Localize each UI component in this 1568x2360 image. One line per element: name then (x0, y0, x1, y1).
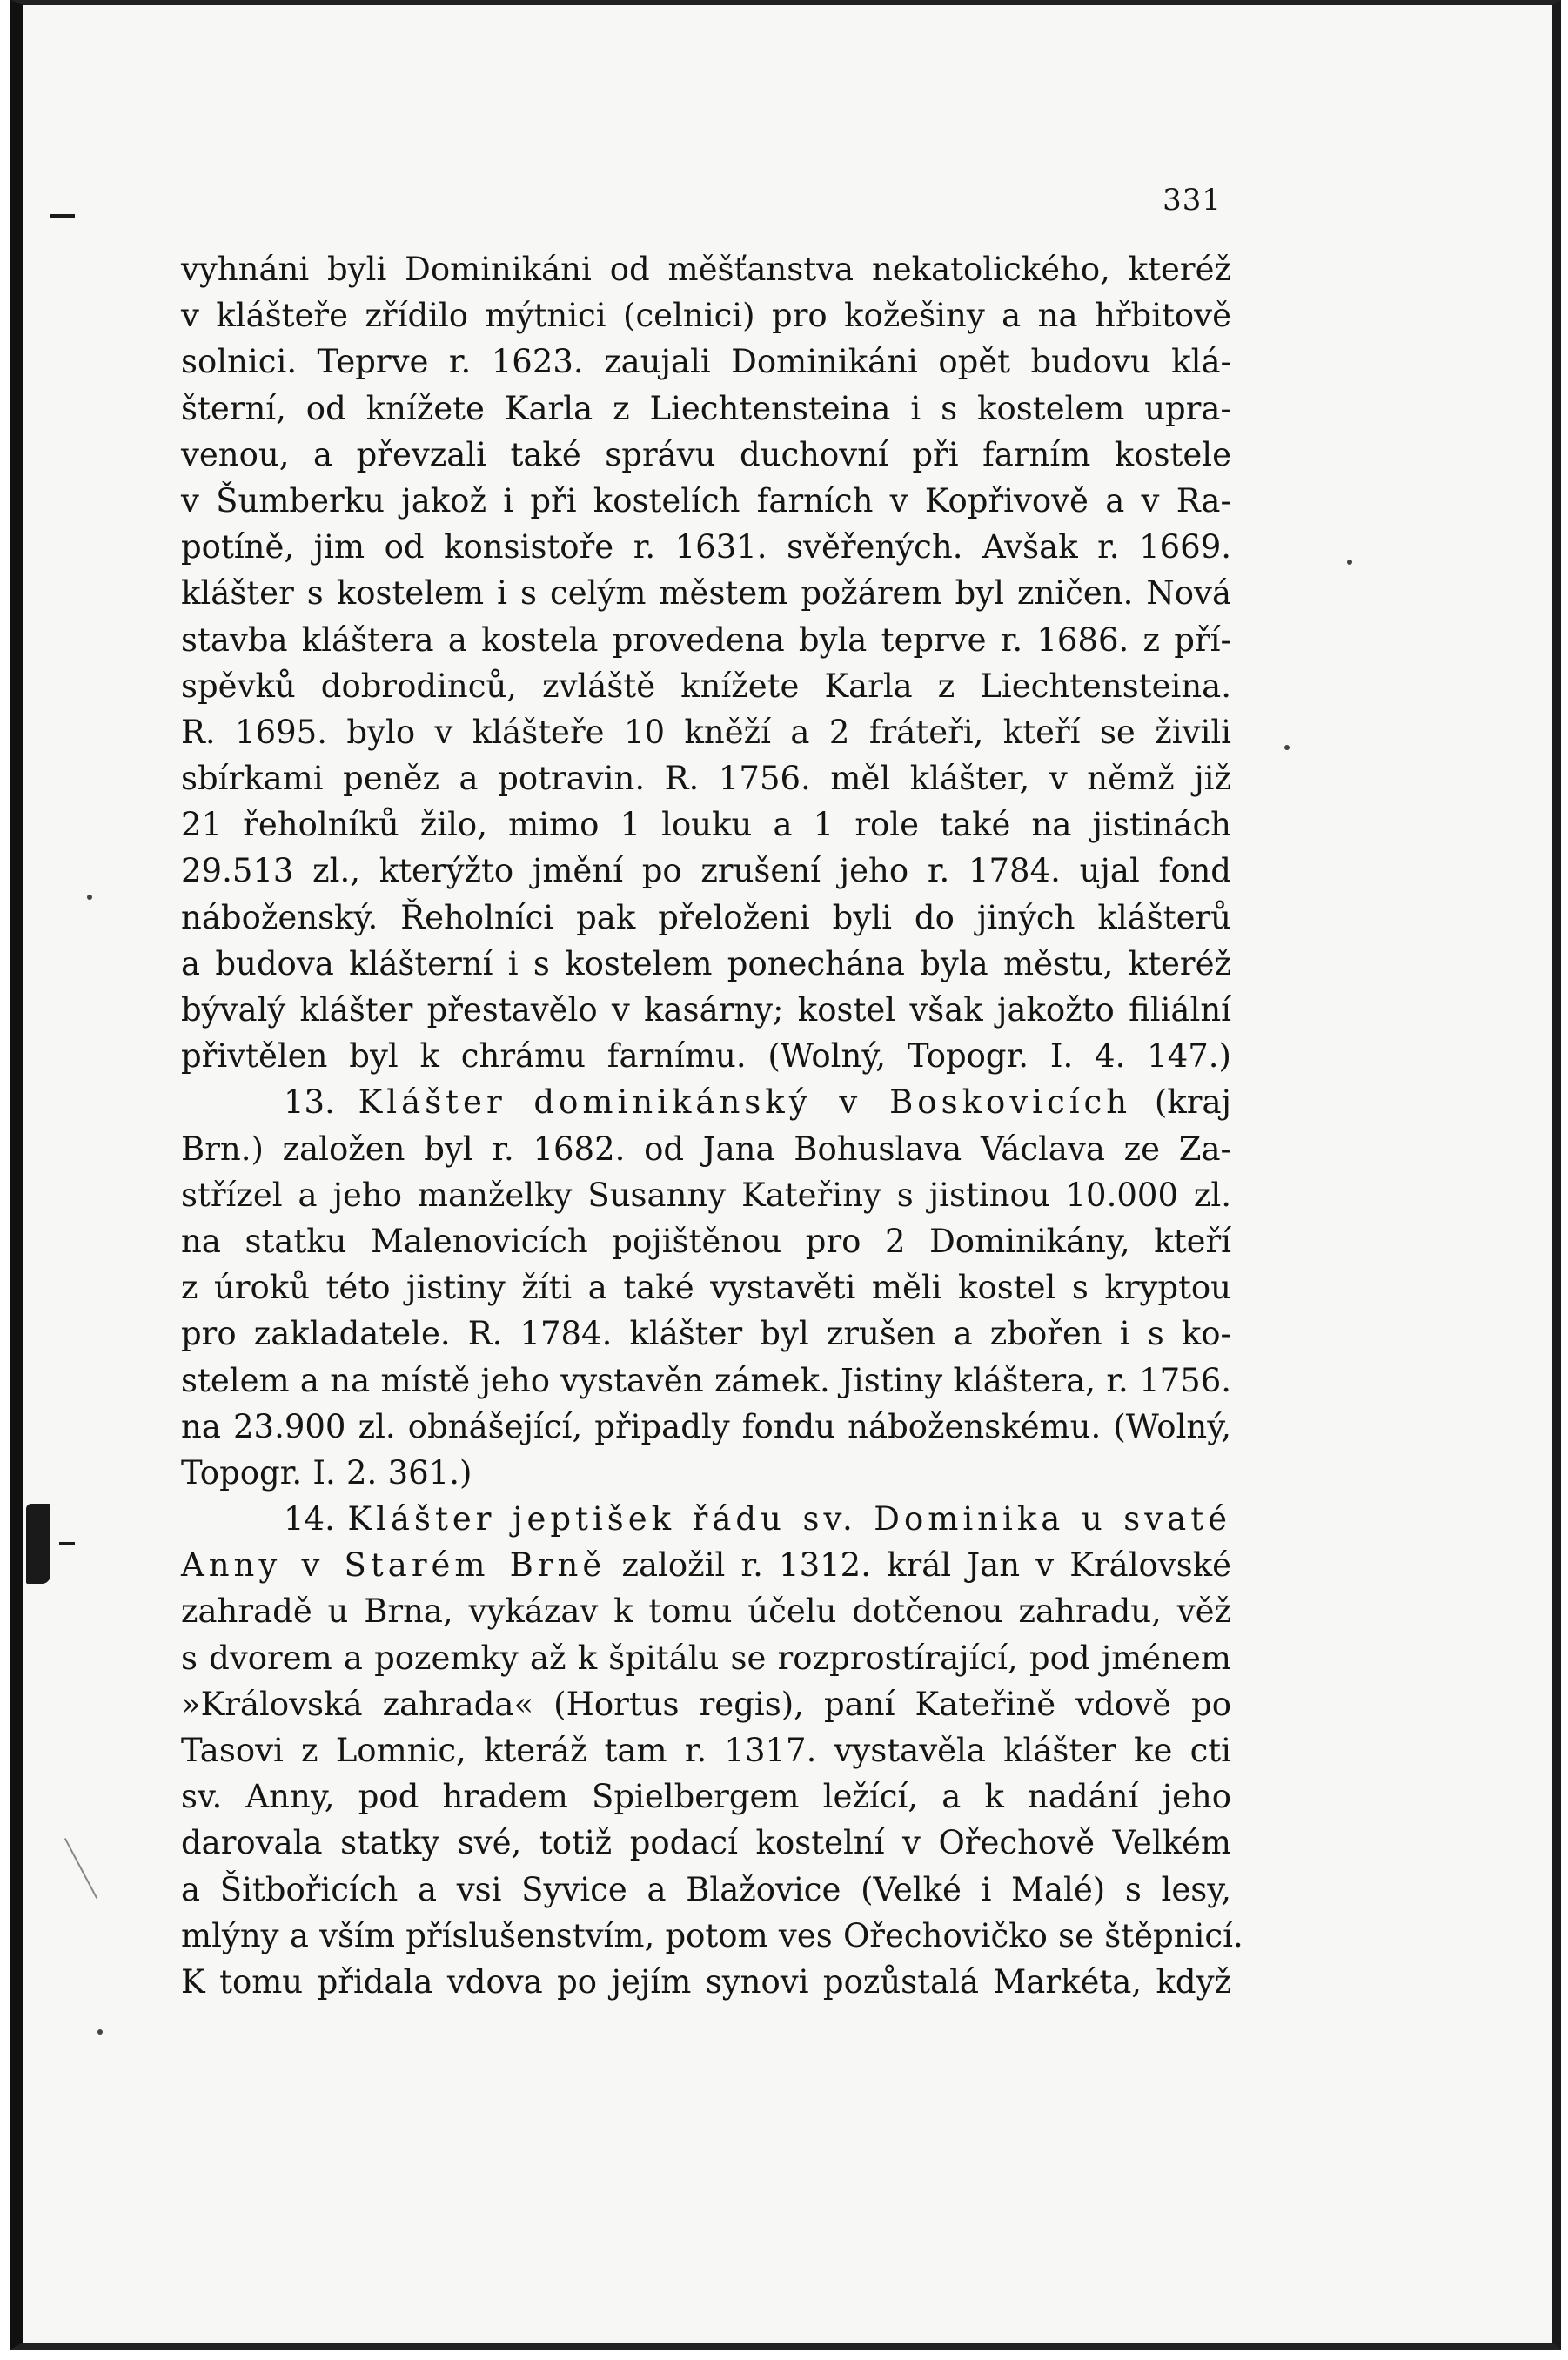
speck (1284, 745, 1290, 750)
text-line: stavba kláštera a kostela provedena byla teprve r. 1686. z pří- (181, 620, 1231, 659)
text-line: zahradě u Brna, vykázav k tomu účelu dotčenou zahradu, věž (181, 1592, 1231, 1631)
text-line: vyhnáni byli Dominikáni od měšťanstva nekatolického, kteréž (181, 251, 1231, 288)
text-line: Tasovi z Lomnic, kteráž tam r. 1317. vystavěla klášter ke cti (181, 1732, 1231, 1769)
margin-mark-top (50, 214, 75, 218)
margin-mark-left (26, 1504, 50, 1584)
text-line: mlýny a vším příslušenstvím, potom ves Ořechovičko se štěpnicí. (181, 1916, 1243, 1954)
text-line: v klášteře zřídilo mýtnici (celnici) pro kožešiny a na hřbitově (181, 297, 1231, 335)
text-line: sv. Anny, pod hradem Spielbergem ležící, a k nadání jeho (181, 1778, 1231, 1816)
text-fragment: (kraj (1154, 1083, 1231, 1122)
margin-mark-small (59, 1542, 75, 1545)
section-heading: Klášter jeptišek řádu sv. Dominika u svaté (347, 1500, 1232, 1539)
text-line: šterní, od knížete Karla z Liechtensteina i s kostelem upra- (181, 389, 1231, 427)
section-number: 14. (284, 1500, 335, 1539)
text-line: solnici. Teprve r. 1623. zaujali Dominikáni opět budovu klá- (181, 343, 1231, 381)
text-line: z úroků této jistiny žíti a také vystavěti měli kostel s kryptou (181, 1269, 1231, 1307)
text-line: 29.513 zl., kterýžto jmění po zrušení jeho r. 1784. ujal fond (181, 852, 1231, 890)
text-line: darovala statky své, totiž podací kostelní v Ořechově Velkém (181, 1824, 1231, 1862)
text-fragment: založil r. 1312. král Jan v Královské (621, 1546, 1232, 1585)
page-number: 331 (1163, 183, 1222, 218)
text-line: na 23.900 zl. obnášející, připadly fondu náboženskému. (Wolný, (181, 1407, 1231, 1445)
text-line: na statku Malenovicích pojištěnou pro 2 Dominikány, kteří (181, 1222, 1231, 1260)
text-line: Brn.) založen byl r. 1682. od Jana Bohuslava Václava ze Za- (181, 1130, 1231, 1168)
text-line: v Šumberku jakož i při kostelích farních v Kopřivově a v Ra- (181, 481, 1231, 520)
text-line: spěvků dobrodinců, zvláště knížete Karla z Liechtensteina. (181, 667, 1231, 705)
speck (1347, 560, 1352, 565)
speck (87, 895, 92, 900)
text-line: náboženský. Řeholníci pak přeloženi byli do jiných klášterů (181, 898, 1231, 936)
text-line: bývalý klášter přestavělo v kasárny; kostel však jakožto filiální (181, 991, 1231, 1029)
section-heading: Anny v Starém Brně (181, 1546, 606, 1585)
text-line: stelem a na místě jeho vystavěn zámek. Jistiny kláštera, r. 1756. (181, 1361, 1231, 1399)
text-line: »Královská zahrada« (Hortus regis), paní Kateřině vdově po (181, 1685, 1231, 1723)
text-line: Topogr. I. 2. 361.) (181, 1453, 472, 1492)
text-line: potíně, jim od konsistoře r. 1631. svěřených. Avšak r. 1669. (181, 528, 1231, 567)
section-number: 13. (284, 1083, 335, 1122)
text-line: sbírkami peněz a potravin. R. 1756. měl klášter, v němž již (181, 760, 1231, 798)
text-line: R. 1695. bylo v klášteře 10 kněží a 2 fráteři, kteří se živili (181, 713, 1231, 751)
section-heading: Klášter dominikánský v Boskovicích (358, 1083, 1132, 1122)
text-line: s dvorem a pozemky až k špitálu se rozprostírající, pod jménem (181, 1639, 1231, 1677)
body-text (181, 246, 1243, 2005)
text-line: a budova klášterní i s kostelem ponechána byla městu, kteréž (181, 944, 1231, 982)
section-14-heading-line (181, 1496, 1231, 1542)
section-14-heading-line-2 (181, 1542, 1231, 1588)
text-line: střízel a jeho manželky Susanny Kateřiny s jistinou 10.000 zl. (181, 1176, 1231, 1214)
section-13-heading-line (181, 1079, 1231, 1125)
text-line: 21 řeholníků žilo, mimo 1 louku a 1 role také na jistinách (181, 806, 1231, 844)
text-line: K tomu přidala vdova po jejím synovi pozůstalá Markéta, když (181, 1962, 1231, 2001)
text-line: pro zakladatele. R. 1784. klášter byl zrušen a zbořen i s ko- (181, 1315, 1231, 1353)
text-line: a Šitbořicích a vsi Syvice a Blažovice (Velké i Malé) s lesy, (181, 1870, 1231, 1908)
speck (97, 2029, 103, 2035)
text-line: klášter s kostelem i s celým městem požárem byl zničen. Nová (181, 574, 1231, 613)
text-line: přivtělen byl k chrámu farnímu. (Wolný, Topogr. I. 4. 147.) (181, 1037, 1231, 1076)
text-line: venou, a převzali také správu duchovní při farním kostele (181, 435, 1231, 473)
